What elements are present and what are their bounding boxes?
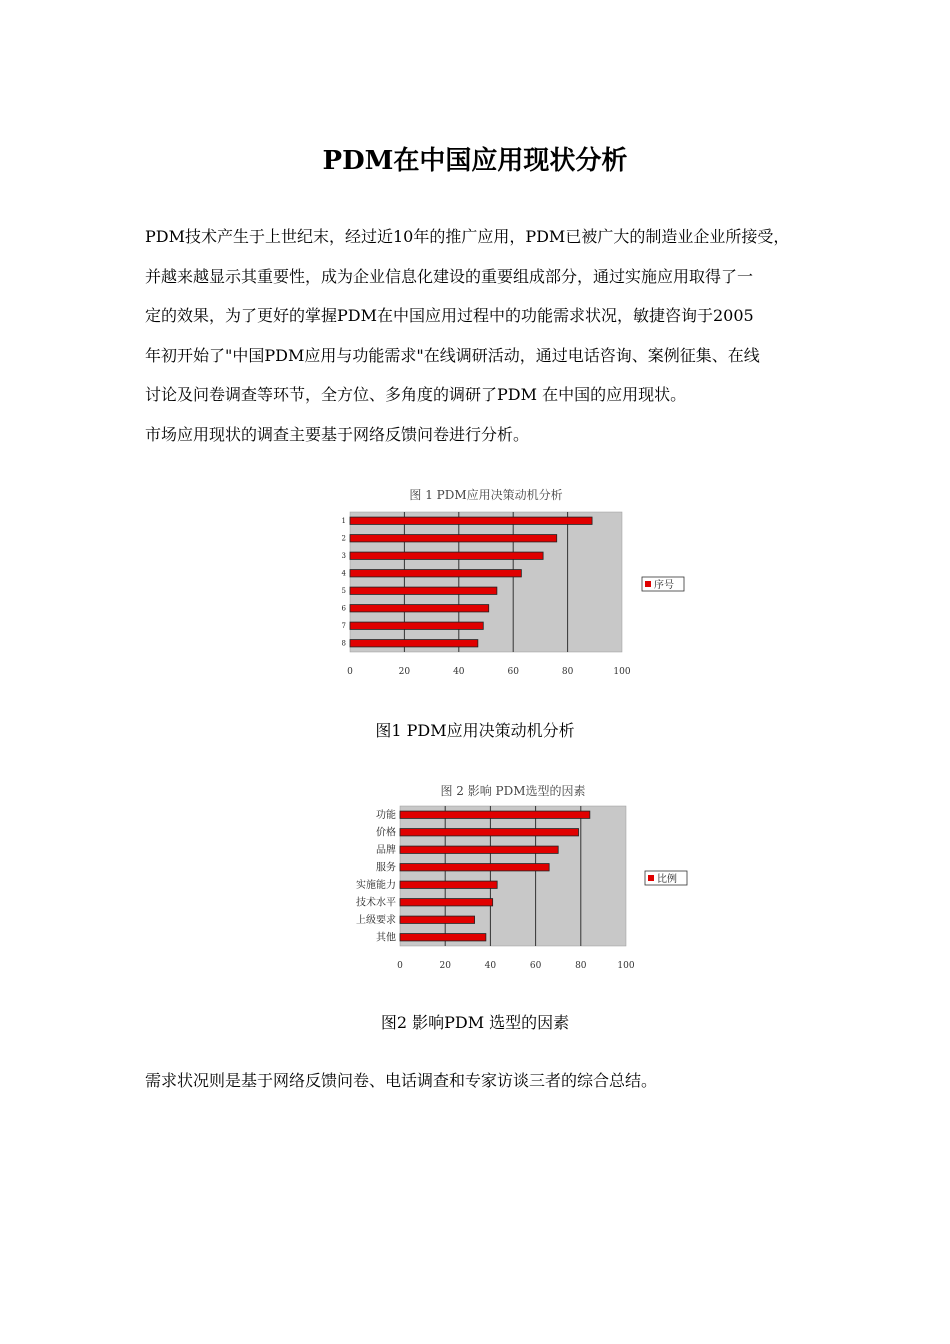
figure-caption-1: 图1 PDM应用决策动机分析 [375,721,575,740]
x-tick-label: 60 [507,667,519,677]
intro-line: 定的效果，为了更好的掌握PDM在中国应用过程中的功能需求状况，敏捷咨询于2005 [145,306,754,325]
x-tick-label: 80 [575,961,587,971]
bar [400,916,475,923]
bar [400,811,590,818]
x-tick-label: 20 [398,667,411,677]
category-label: 服务 [376,862,396,874]
document-title: PDM在中国应用现状分析 [322,146,628,176]
plot-area [350,512,622,652]
closing-paragraph: 需求状况则是基于网络反馈问卷、电话调查和专家访谈三者的综合总结。 [145,1071,658,1090]
bar [350,587,497,594]
x-tick-label: 40 [453,667,465,677]
category-label: 3 [341,552,346,561]
category-label: 6 [341,604,346,613]
bar [400,846,558,853]
legend-swatch [645,581,651,587]
chart-svg [330,482,700,682]
x-tick-label: 60 [529,961,542,971]
x-tick-label: 20 [439,961,451,971]
category-label: 其他 [376,932,396,944]
bar [350,570,521,577]
category-label: 7 [341,622,346,631]
bar [350,535,557,542]
chart-selection-factors [330,778,700,978]
x-tick-label: 100 [613,667,631,677]
bar [350,622,483,629]
legend-label: 序号 [654,580,674,591]
category-label: 功能 [376,810,396,822]
bar [350,552,543,559]
intro-line: PDM技术产生于上世纪末，经过近10年的推广应用，PDM已被广大的制造业企业所接受， [145,227,790,246]
category-label: 5 [341,587,346,596]
bar [400,899,493,906]
category-label: 8 [341,639,346,648]
legend-swatch [648,875,654,881]
chart-title: 图 1 PDM应用决策动机分析 [409,488,563,502]
bar [350,605,489,612]
category-label: 上级要求 [356,915,396,927]
category-label: 2 [341,534,346,543]
figure-caption-2: 图2 影响PDM 选型的因素 [380,1013,570,1032]
bar [400,881,497,888]
bar [350,640,478,647]
category-label: 价格 [376,827,396,839]
chart-decision-motive [330,482,700,682]
intro-line: 年初开始了"中国PDM应用与功能需求"在线调研活动，通过电话咨询、案例征集、在线 [145,345,760,365]
legend-label: 比例 [657,874,677,885]
category-label: 1 [341,517,346,526]
category-label: 4 [341,569,346,578]
x-tick-label: 40 [484,961,497,971]
intro-line: 市场应用现状的调查主要基于网络反馈问卷进行分析。 [145,424,530,444]
intro-paragraph [145,217,885,454]
x-tick-label: 0 [397,961,403,971]
bar [400,829,579,836]
intro-line: 并越来越显示其重要性，成为企业信息化建设的重要组成部分，通过实施应用取得了一 [145,266,754,286]
chart-svg [330,778,700,978]
category-label: 实施能力 [356,880,396,892]
intro-line: 讨论及问卷调查等环节，全方位、多角度的调研了PDM 在中国的应用现状。 [145,385,687,404]
x-tick-label: 0 [347,667,353,677]
chart-title: 图 2 影响 PDM选型的因素 [440,784,586,798]
x-tick-label: 80 [561,667,574,677]
category-label: 品牌 [376,845,396,857]
plot-area [400,806,626,946]
bar [350,517,592,524]
bar [400,864,549,871]
category-label: 技术水平 [356,897,396,909]
bar [400,934,486,941]
x-tick-label: 100 [617,961,635,971]
